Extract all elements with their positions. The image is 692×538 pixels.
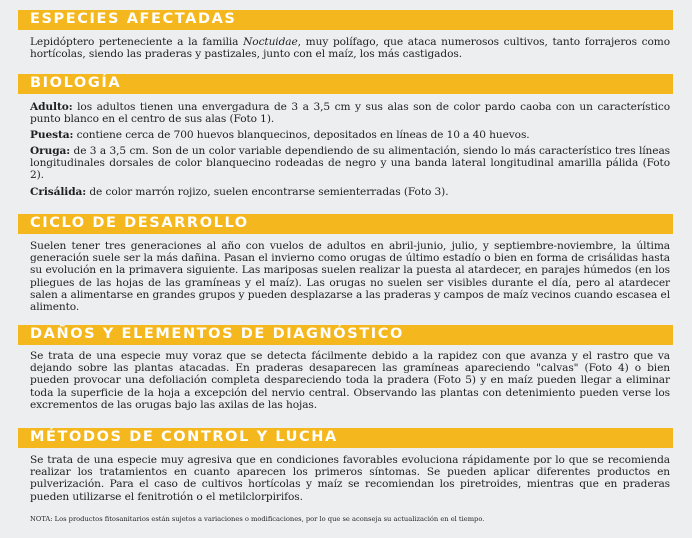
metodos-paragraph: Se trata de una especie muy agresiva que en condiciones favorables evoluciona rápidamente por lo que se recomienda realizar los tratamientos en cuanto aparecen los primeros síntomas. Se pueden aplicar diferentes productos en pulverización. Para el caso de cultivos hortícolas y maíz se recomiendan los piretroides, mientras que en praderas pueden utilizarse el fenitrotión o el metilclorpirifos.	[30, 454, 670, 503]
text: contiene cerca de 700 huevos blanquecinos, depositados en líneas de 10 a 40 huevos.	[73, 129, 530, 141]
biologia-crisalida	[30, 186, 670, 198]
text: de 3 a 3,5 cm. Son de un color variable dependiendo de su alimentación, siendo lo más característico tres líneas longitudinales dorsales de color blanquecino rodeadas de negro y una banda lateral longitudinal amarilla pálida (Foto 2).	[30, 145, 670, 182]
section-title: ESPECIES AFECTADAS	[30, 11, 237, 27]
footnote: NOTA: Los productos fitosanitarios están sujetos a variaciones o modificaciones, por lo que se aconseja su actualización en el tiempo.	[30, 515, 485, 523]
text: , muy polífago, que ataca numerosos cultivos, tanto forrajeros como hortícolas, siendo las praderas y pastizales, junto con el maíz, los más castigados.	[30, 36, 670, 61]
text: los adultos tienen una envergadura de 3 a 3,5 cm y sus alas son de color pardo caoba con un característico punto blanco en el centro de sus alas (Foto 1).	[30, 101, 670, 126]
section-title: CICLO DE DESARROLLO	[30, 215, 249, 231]
biologia-puesta	[30, 129, 670, 141]
danos-paragraph: Se trata de una especie muy voraz que se detecta fácilmente debido a la rapidez con que avanza y el rastro que va dejando sobre las plantas atacadas. En praderas desaparecen las gramíneas apareciendo "calvas" (Foto 4) o bien pueden provocar una defoliación completa despareciendo toda la pradera (Foto 5) y en maíz pueden llegar a eliminar toda la superficie de la hoja a excepción del nervio central. Observando las plantas con detenimiento pueden verse los excrementos de las orugas bajo las axilas de las hojas.	[30, 350, 670, 411]
especies-paragraph	[30, 36, 670, 60]
label: Oruga:	[30, 145, 71, 157]
biologia-oruga	[30, 145, 670, 182]
label: Adulto:	[30, 101, 73, 113]
section-header-danos	[18, 325, 673, 345]
biologia-adulto	[30, 101, 670, 125]
label: Puesta:	[30, 129, 74, 141]
section-title: DAÑOS Y ELEMENTOS DE DIAGNÓSTICO	[30, 326, 404, 342]
section-header-ciclo	[18, 214, 673, 234]
family-name: Noctuidae	[243, 36, 298, 48]
text: de color marrón rojizo, suelen encontrarse semienterradas (Foto 3).	[86, 186, 449, 198]
section-header-metodos	[18, 428, 673, 448]
label: Crisálida:	[30, 186, 87, 198]
section-title: MÉTODOS DE CONTROL Y LUCHA	[30, 429, 338, 445]
ciclo-paragraph: Suelen tener tres generaciones al año con vuelos de adultos en abril-junio, julio, y septiembre-noviembre, la última generación suele ser la más dañina. Pasan el invierno como orugas de último estadío o bien en forma de crisálidas hasta su evolución en la primavera siguiente. Las mariposas suelen realizar la puesta al atardecer, en parajes húmedos (en los pliegues de las hojas de las gramíneas y el maíz). Las orugas no suelen ser visibles durante el día, pero al atardecer salen a alimentarse en grandes grupos y pueden desplazarse a las praderas y campos de maíz vecinos cuando escasea el alimento.	[30, 240, 670, 314]
text: Lepidóptero perteneciente a la familia	[30, 36, 244, 48]
section-header-biologia	[18, 74, 673, 94]
section-header-especies	[18, 10, 673, 30]
section-title: BIOLOGÍA	[30, 75, 122, 91]
